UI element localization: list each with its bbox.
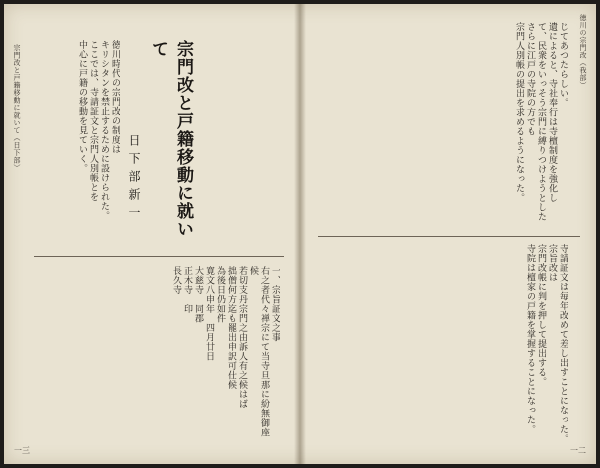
intro-text-4: 中心に戸籍の移動を見ていく。 <box>77 40 87 173</box>
doc-line-7: 大慈寺 同郡 <box>193 266 203 323</box>
intro-text-1: 徳川時代の宗門改の制度は <box>110 40 120 154</box>
right-body-text-7: 宗旨改は <box>547 244 557 282</box>
right-page <box>300 4 596 464</box>
left-document <box>44 266 280 442</box>
doc-line-1: 一、宗旨証文之事 <box>270 266 280 342</box>
right-body-text-2: 遺によると、寺社奉行は寺檀制度を強化し <box>547 22 557 203</box>
article-author: 日下部新一 <box>127 134 141 224</box>
right-body-text-8: 宗門改帳に判を押して提出する。 <box>536 244 546 387</box>
right-body-text-6: 寺請証文は毎年改めて差し出すことになった。 <box>558 244 568 444</box>
right-page-number: 一二 <box>570 446 586 455</box>
right-body-upper <box>320 22 568 230</box>
right-body-text-9: 寺院は檀家の戸籍を掌握することになった。 <box>525 244 535 434</box>
left-running-head: 宗門改と戸籍移動に就いて（日下部） <box>13 44 21 172</box>
doc-line-6: 寛文八申年 四月廿日 <box>204 266 214 361</box>
doc-line-8: 正木寺 印 <box>182 266 192 314</box>
doc-line-9: 長久寺 <box>171 266 181 295</box>
doc-line-4: 拙僧何方迄も罷出申訳可仕候 <box>226 266 236 390</box>
right-body-text-1: じてあつたらしい。 <box>558 22 568 108</box>
book-gutter <box>294 4 306 464</box>
right-body-text-3: て、民衆をいっそう宗門に縛りつけようとした <box>536 22 546 222</box>
doc-line-3: 若切支丹宗門之由訴人有之候はば <box>237 266 247 409</box>
right-body-text-4: さらに江戸の寺院の方でも <box>525 22 535 136</box>
article-title: 宗門改と戸籍移動に就いて <box>148 40 193 238</box>
intro-text-2: キリシタンを禁止するために設けられた。 <box>99 40 109 221</box>
book-spread <box>4 4 596 464</box>
doc-line-2: 右之者代々禅宗にて当寺旦那に紛無御座候 <box>248 266 269 437</box>
left-column-rule <box>34 256 284 257</box>
right-body-lower <box>320 244 568 444</box>
right-column-rule <box>318 236 580 237</box>
right-body-text-5: 宗門人別帳の提出を求めるようになった。 <box>514 22 524 203</box>
left-page-number: 一三 <box>14 446 30 455</box>
right-running-head: 徳川の宗門改（我部） <box>579 14 587 89</box>
left-page <box>4 4 300 464</box>
intro-text-3: ここでは、寺請証文と宗門人別帳とを <box>88 40 98 202</box>
doc-line-5: 為後日仍如件 <box>215 266 225 323</box>
left-intro <box>44 40 120 248</box>
